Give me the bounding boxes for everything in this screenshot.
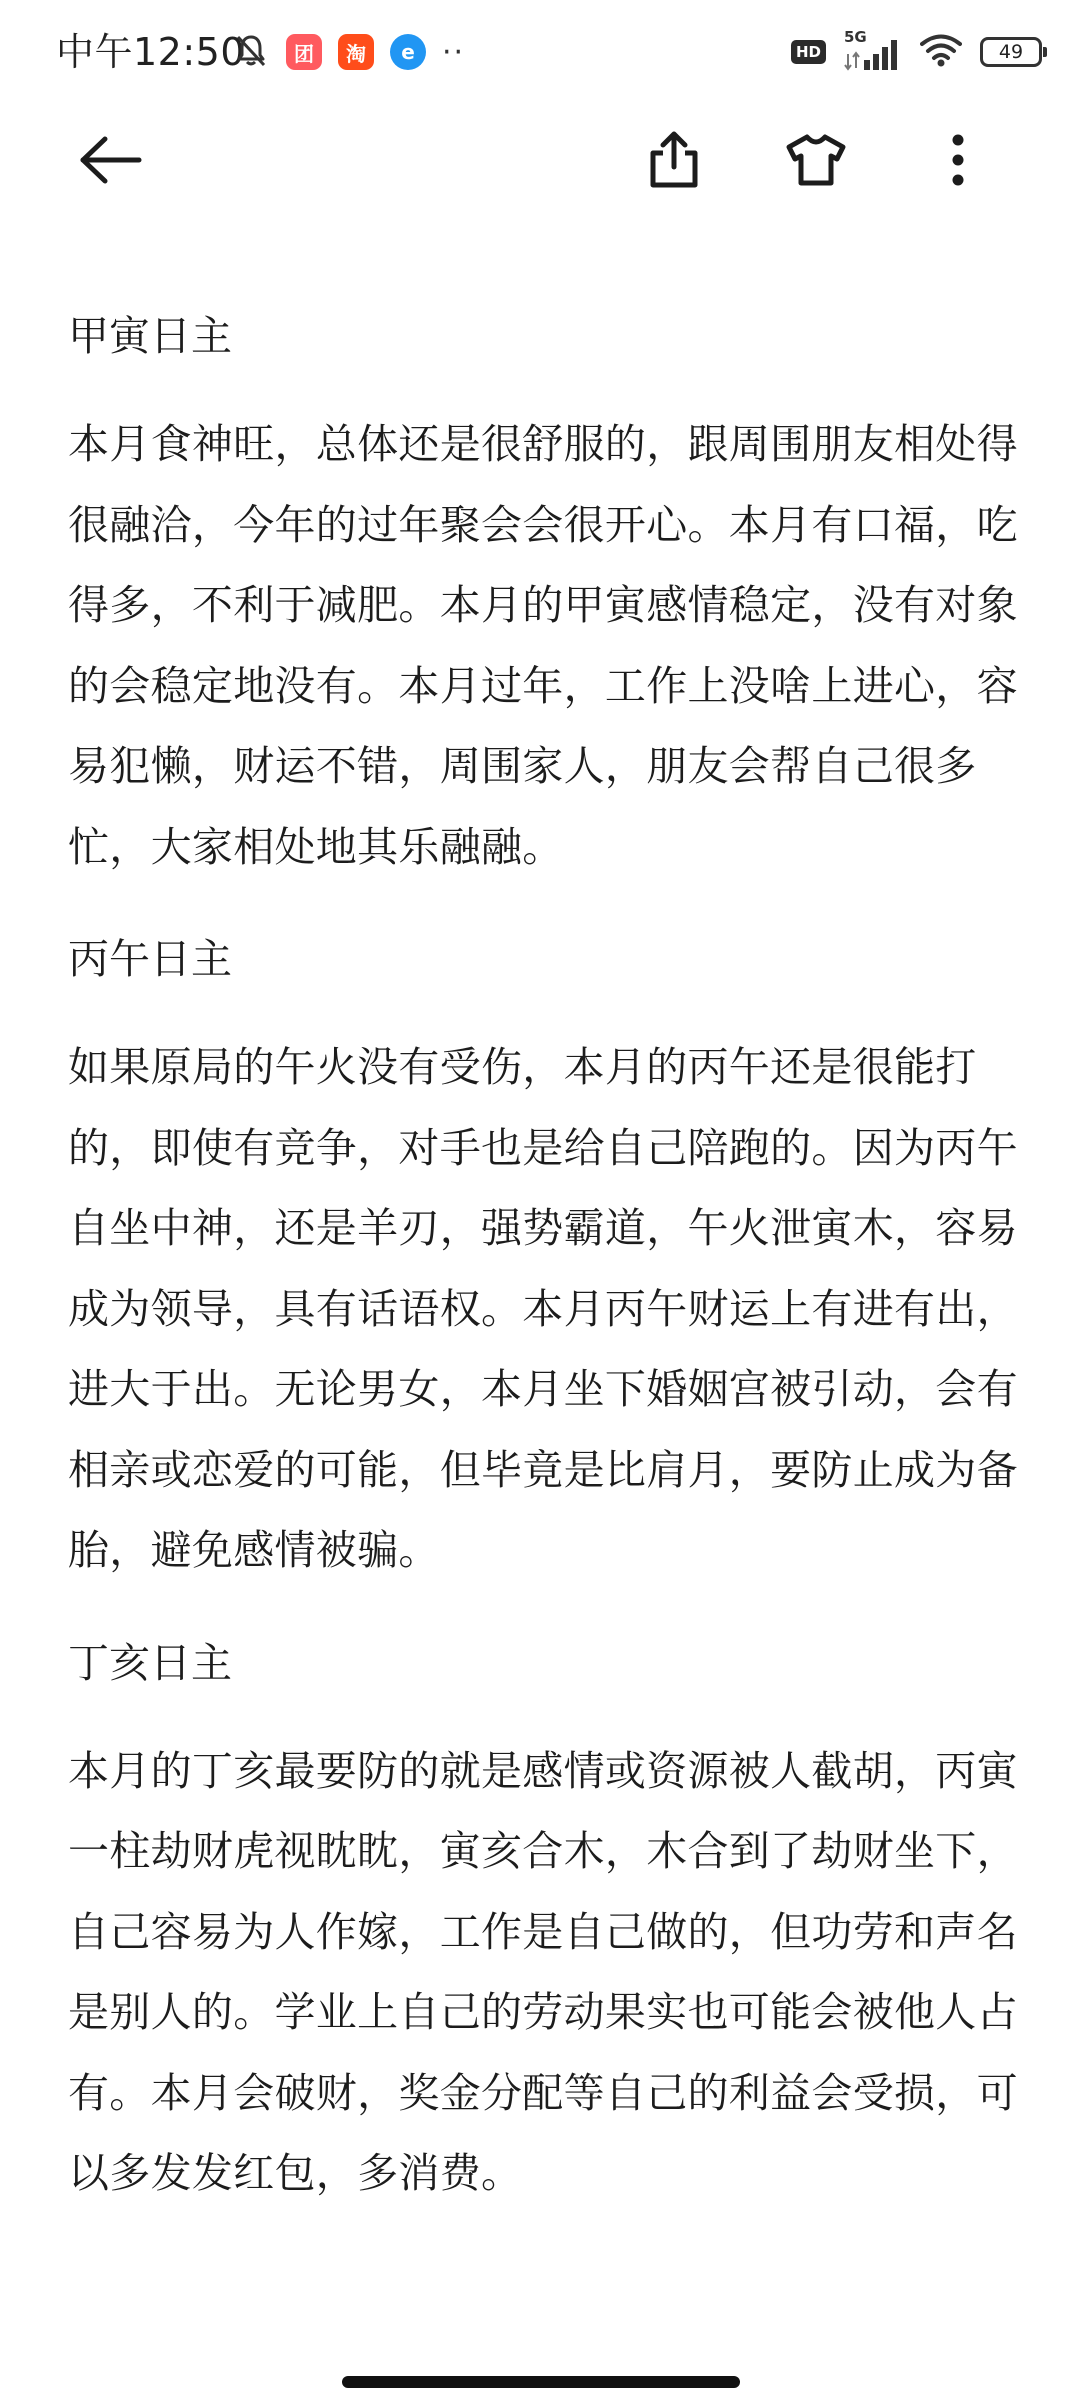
more-notifications-indicator: ·· <box>442 34 466 70</box>
browser-app-glyph: e <box>401 40 415 64</box>
battery-level: 49 <box>998 41 1024 63</box>
status-time: 中午12:50 <box>56 30 246 74</box>
section-title: 丁亥日主 <box>68 1638 232 1687</box>
back-button[interactable] <box>72 124 148 200</box>
top-toolbar <box>0 104 1080 214</box>
tshirt-icon <box>785 133 847 191</box>
theme-button[interactable] <box>778 124 854 200</box>
network-type-label: 5G <box>844 28 867 46</box>
status-system-icons <box>791 30 1042 74</box>
home-gesture-bar[interactable] <box>342 2376 740 2388</box>
more-vertical-icon <box>950 132 966 192</box>
signal-icon <box>844 28 902 72</box>
taobao-app-glyph: 淘 <box>346 41 366 66</box>
article-content <box>68 296 1018 2246</box>
hd-badge: HD <box>791 40 826 64</box>
section-title: 丙午日主 <box>68 935 232 983</box>
wifi-icon <box>920 33 962 71</box>
browser-app-icon <box>390 34 426 70</box>
share-button[interactable] <box>636 124 712 200</box>
battery-icon <box>980 37 1042 67</box>
status-bar <box>0 0 1080 104</box>
section-title: 甲寅日主 <box>68 312 232 360</box>
status-notification-icons <box>232 30 465 74</box>
muted-bell-icon <box>232 31 270 73</box>
section-body: 本月食神旺，总体还是很舒服的，跟周围朋友相处得很融洽，今年的过年聚会会很开心。本月有口福，吃得多，不利于减肥。本月的甲寅感情稳定，没有对象的会稳定地没有。本月过年，工作上没啥上进心，容易犯懒，财运不错，周围家人，朋友会帮自己很多忙，大家相处地其乐融融。 <box>68 420 1018 871</box>
share-icon <box>647 131 701 193</box>
taobao-app-icon <box>338 34 374 70</box>
section-body: 如果原局的午火没有受伤，本月的丙午还是很能打的，即使有竞争，对手也是给自己陪跑的。因为丙午自坐中神，还是羊刃，强势霸道，午火泄寅木，容易成为领导，具有话语权。本月丙午财运上有进有出，进大于出。无论男女，本月坐下婚姻宫被引动，会有相亲或恋爱的可能，但毕竟是比肩月，要防止成为备胎，避免感情被骗。 <box>68 1043 1018 1574</box>
meituan-app-glyph: 团 <box>294 41 314 66</box>
back-arrow-icon <box>77 135 143 189</box>
section-body: 本月的丁亥最要防的就是感情或资源被人截胡，丙寅一柱劫财虎视眈眈，寅亥合木，木合到了劫财坐下，自己容易为人作嫁，工作是自己做的，但功劳和声名是别人的。学业上自己的劳动果实也可能会被他人占有。本月会破财，奖金分配等自己的利益会受损，可以多发发红包，多消费。 <box>68 1746 1018 2197</box>
more-options-button[interactable] <box>920 124 996 200</box>
meituan-app-icon <box>286 34 322 70</box>
